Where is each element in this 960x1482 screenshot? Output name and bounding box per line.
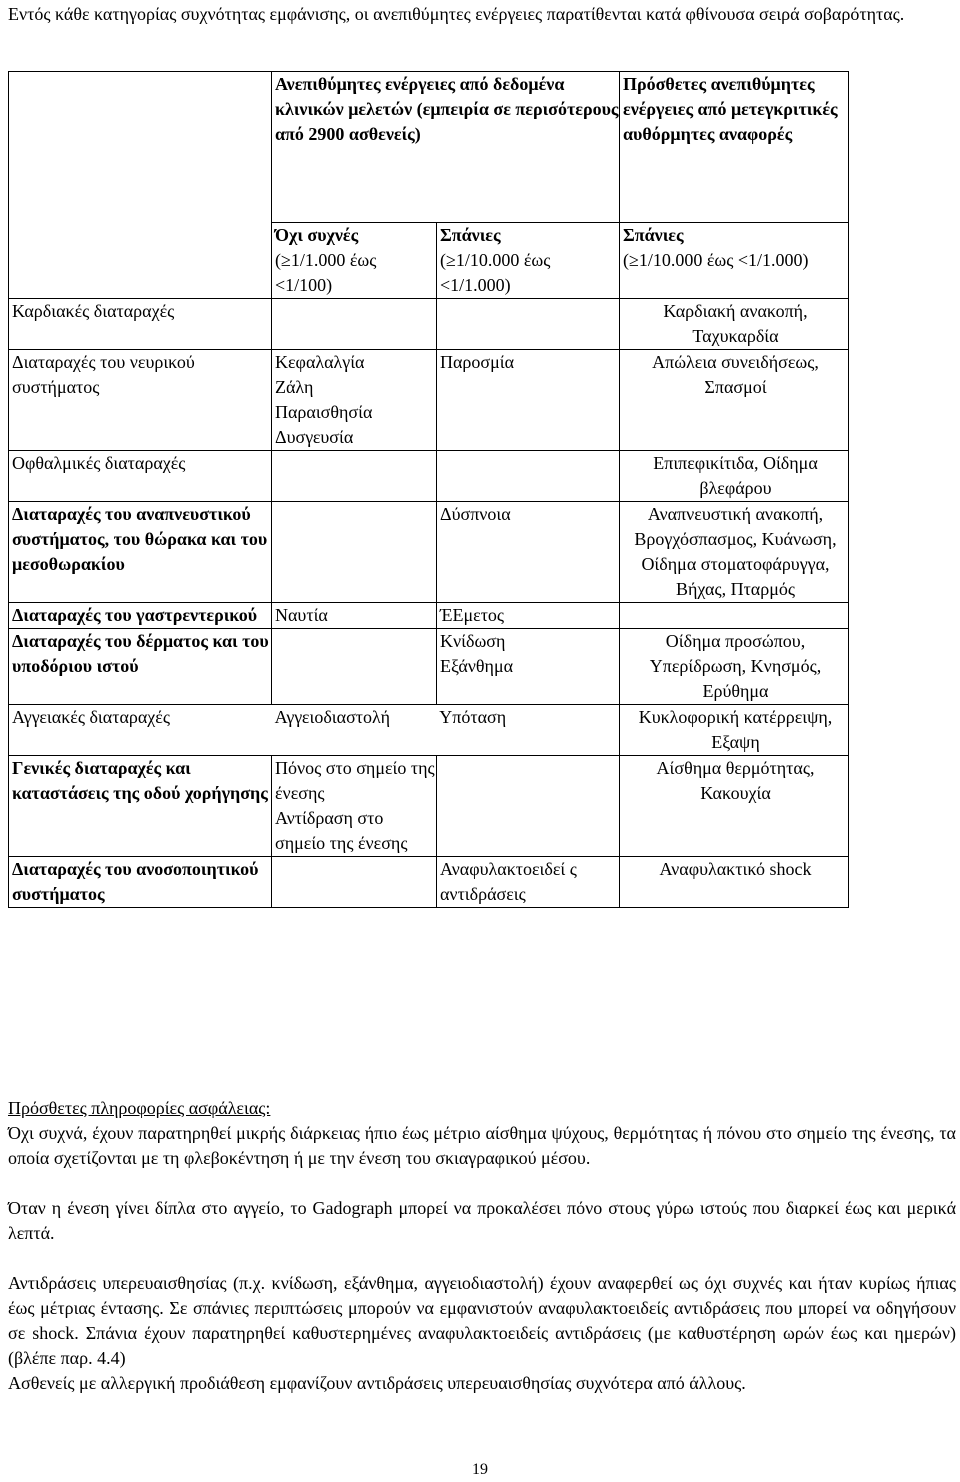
postmarketing-cell — [620, 857, 849, 908]
uncommon-cell-line: Ζάλη — [275, 377, 314, 397]
uncommon-cell-line: Κεφαλαλγία — [275, 352, 365, 372]
uncommon-cell-line: Αντίδραση στο σημείο της ένεσης — [275, 808, 408, 853]
uncommon-cell — [272, 756, 437, 857]
postmarketing-cell-line: Επιπεφικίτιδα, Οίδημα βλεφάρου — [653, 453, 818, 498]
safety-notes — [8, 1096, 956, 1396]
postmarketing-header: Πρόσθετες ανεπιθύμητες ενέργειες από μετεγκριτικές αυθόρμητες αναφορές — [620, 72, 849, 223]
rare-cell — [437, 756, 620, 857]
table-row — [9, 603, 849, 629]
uncommon-cell-line: Δυσγευσία — [275, 427, 354, 447]
rare-cell-line: Δύσπνοια — [440, 504, 511, 524]
notes-paragraph-4: Ασθενείς με αλλεργική προδιάθεση εμφανίζουν αντιδράσεις υπερευαισθησίας συχνότερα από άλλους. — [8, 1373, 746, 1393]
notes-paragraph-2: Όταν η ένεση γίνει δίπλα στο αγγείο, το Gadograph μπορεί να προκαλέσει πόνο στους γύρω ιστούς που διαρκεί έως και μερικά λεπτά. — [8, 1198, 956, 1243]
soc-cell: Διαταραχές του γαστρεντερικού — [9, 603, 272, 629]
rare-cell — [437, 451, 620, 502]
rare-cell — [437, 350, 620, 451]
soc-cell: Καρδιακές διαταραχές — [9, 299, 272, 350]
postmarketing-cell — [620, 603, 849, 629]
clinical-header: Ανεπιθύμητες ενέργειες από δεδομένα κλινικών μελετών (εμπειρία σε περισότερους από 2900 ασθενείς) — [272, 72, 620, 223]
notes-heading: Πρόσθετες πληροφορίες ασφάλειας: — [8, 1098, 271, 1118]
table-row — [9, 350, 849, 451]
postmarketing-cell-line: Αναπνευστική ανακοπή, Βρογχόσπασμος, Κυάνωση, Οίδημα στοματοφάρυγγα, Βήχας, Πταρμός — [634, 504, 837, 599]
postmarketing-cell-line: Απώλεια συνειδήσεως, Σπασμοί — [652, 352, 819, 397]
table-row — [9, 299, 849, 350]
postmarketing-cell — [620, 350, 849, 451]
uncommon-cell — [272, 629, 437, 705]
uncommon-cell — [272, 857, 437, 908]
rare-pm-header: Σπάνιες (≥1/10.000 έως <1/1.000) — [620, 223, 849, 299]
soc-cell: Οφθαλμικές διαταραχές — [9, 451, 272, 502]
table-row — [9, 451, 849, 502]
uncommon-cell — [272, 350, 437, 451]
uncommon-cell-line: Ναυτία — [275, 605, 328, 625]
uncommon-cell: Αγγειοδιαστολή — [274, 707, 390, 727]
rare-header: Σπάνιες (≥1/10.000 έως <1/1.000) — [437, 223, 620, 299]
table-header-row — [9, 72, 849, 223]
table-row — [9, 629, 849, 705]
postmarketing-cell-line: Αίσθημα θερμότητας, Κακουχία — [656, 758, 815, 803]
postmarketing-cell — [620, 629, 849, 705]
uncommon-cell-line: Παραισθησία — [275, 402, 373, 422]
uncommon-cell — [272, 603, 437, 629]
rare-cell-line: Κνίδωση — [440, 631, 506, 651]
page-number: 19 — [472, 1461, 488, 1478]
postmarketing-cell-line: Καρδιακή ανακοπή, Ταχυκαρδία — [663, 301, 808, 346]
uncommon-cell — [272, 299, 437, 350]
postmarketing-cell-line: Οίδημα προσώπου, Υπερίδρωση, Κνησμός, Ερύθημα — [649, 631, 822, 701]
postmarketing-cell — [620, 756, 849, 857]
rare-cell-line: Εξάνθημα — [440, 656, 514, 676]
postmarketing-cell: Κυκλοφορική κατέρρειψη, Εξαψη — [620, 705, 849, 756]
soc-cell: Διαταραχές του ανοσοποιητικού συστήματος — [9, 857, 272, 908]
soc-combined-cell — [9, 705, 620, 756]
uncommon-cell — [272, 451, 437, 502]
rare-cell — [437, 603, 620, 629]
rare-cell — [437, 857, 620, 908]
adverse-reactions-table — [8, 71, 849, 908]
postmarketing-cell — [620, 451, 849, 502]
table-row — [9, 705, 849, 756]
intro-text: Εντός κάθε κατηγορίας συχνότητας εμφάνισης, οι ανεπιθύμητες ενέργειες παρατίθενται κατά φθίνουσα σειρά σοβαρότητας. — [8, 4, 905, 24]
soc-cell: Αγγειακές διαταραχές — [12, 707, 170, 727]
rare-cell-line: ΈΕμετος — [440, 605, 505, 625]
uncommon-cell-line: Πόνος στο σημείο της ένεσης — [275, 758, 435, 803]
table-row — [9, 857, 849, 908]
soc-cell: Γενικές διαταραχές και καταστάσεις της οδού χορήγησης — [9, 756, 272, 857]
table-row — [9, 502, 849, 603]
notes-paragraph-1: Όχι συχνά, έχουν παρατηρηθεί μικρής διάρκειας ήπιο έως μέτριο αίσθημα ψύχους, θερμότητας ή πόνου στο σημείο της ένεσης, τα οποία σχετίζονται με τη φλεβοκέντηση ή με την ένεση του σκιαγραφικού μέσου. — [8, 1123, 956, 1168]
rare-cell: Υπόταση — [439, 707, 507, 727]
soc-header-spacer — [9, 72, 272, 299]
rare-cell — [437, 629, 620, 705]
rare-cell-line: Αναφυλακτοειδεί ς αντιδράσεις — [440, 859, 577, 904]
uncommon-header: Όχι συχνές (≥1/1.000 έως <1/100) — [272, 223, 437, 299]
notes-paragraph-3: Αντιδράσεις υπερευαισθησίας (π.χ. κνίδωση, εξάνθημα, αγγειοδιαστολή) έχουν αναφερθεί ως όχι συχνές και ήταν κυρίως ήπιας έως μέτριας έντασης. Σε σπάνιες περιπτώσεις μπορούν να εμφανιστούν αναφυλακτοειδείς αντιδράσεις που μπορεί να οδηγήσουν σε shock. Σπάνια έχουν παρατηρηθεί καθυστερημένες αναφυλακτοειδείς αντιδράσεις (με καθυστέρηση ωρών έως και ημερών) (βλέπε παρ. 4.4) — [8, 1273, 956, 1368]
postmarketing-cell — [620, 299, 849, 350]
soc-cell: Διαταραχές του δέρματος και του υποδόριου ιστού — [9, 629, 272, 705]
rare-cell-line: Παροσμία — [440, 352, 515, 372]
table-row — [9, 756, 849, 857]
rare-cell — [437, 502, 620, 603]
soc-cell: Διαταραχές του αναπνευστικού συστήματος, του θώρακα και του μεσοθωρακίου — [9, 502, 272, 603]
uncommon-cell — [272, 502, 437, 603]
soc-cell: Διαταραχές του νευρικού συστήματος — [9, 350, 272, 451]
postmarketing-cell-line: Αναφυλακτικό shock — [659, 859, 812, 879]
postmarketing-cell — [620, 502, 849, 603]
rare-cell — [437, 299, 620, 350]
